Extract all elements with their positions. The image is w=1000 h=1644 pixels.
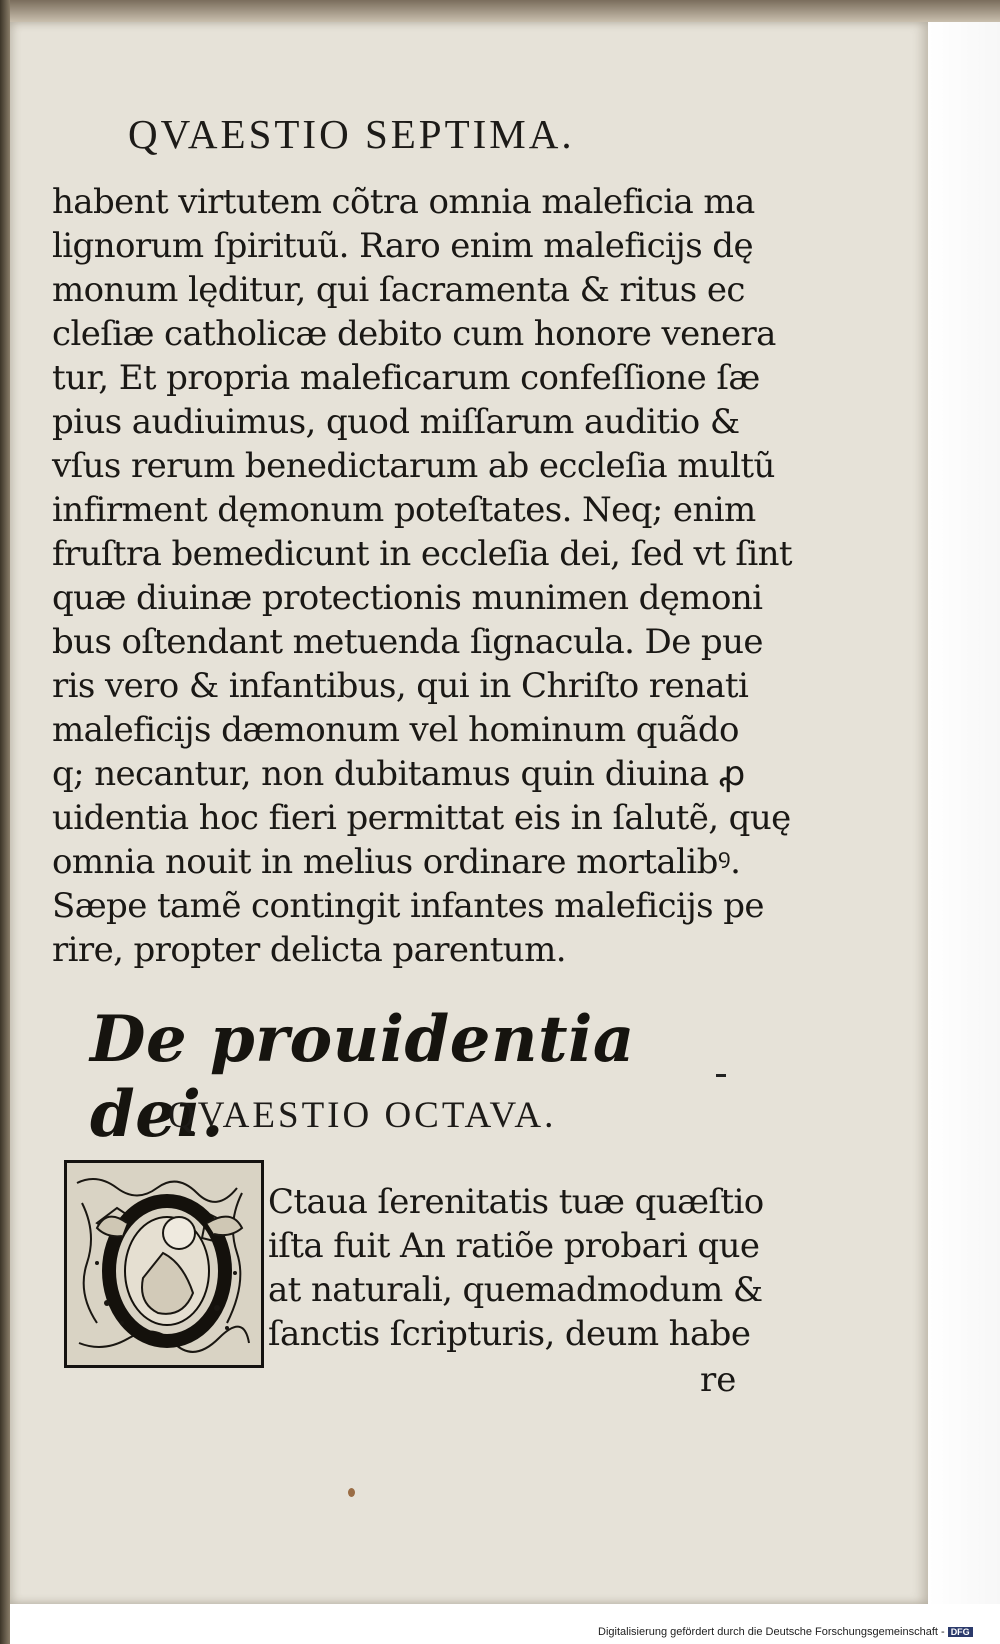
text-line: Sæpe tamẽ contingit infantes maleficijs pe bbox=[52, 886, 764, 926]
text-line: ris vero & infantibus, qui in Chriſto renati bbox=[52, 666, 749, 706]
text-line: quæ diuinæ protectionis munimen dęmoni bbox=[52, 578, 763, 618]
text-line: habent virtutem cõtra omnia maleficia ma bbox=[52, 182, 755, 222]
body-text bbox=[52, 180, 792, 972]
scan-background-top bbox=[0, 0, 1000, 22]
scan-margin-right bbox=[928, 22, 1000, 1604]
text-line: tur, Et propria maleficarum confeſſione ſæ bbox=[52, 358, 760, 398]
text-line: omnia nouit in melius ordinare mortalibꝰ. bbox=[52, 842, 741, 882]
text-line: infirment dęmonum poteſtates. Neq; enim bbox=[52, 490, 756, 530]
text-line: monum lęditur, qui ſacramenta & ritus ec bbox=[52, 270, 745, 310]
text-line: at naturali, quemadmodum & bbox=[268, 1270, 763, 1310]
digitization-footer bbox=[598, 1626, 973, 1638]
paper-stain bbox=[348, 1488, 355, 1497]
decorated-initial-o bbox=[64, 1160, 264, 1368]
text-line: fruſtra bemedicunt in eccleſia dei, ſed vt ſint bbox=[52, 534, 792, 574]
text-line: bus oſtendant metuenda ſignacula. De pue bbox=[52, 622, 763, 662]
text-line: q; necantur, non dubitamus quin diuina ꝓ bbox=[52, 754, 745, 794]
running-head: QVAESTIO SEPTIMA. bbox=[128, 111, 575, 157]
printer-mark bbox=[716, 1074, 726, 1077]
text-line: iſta fuit An ratiõe probari que bbox=[268, 1226, 760, 1266]
text-line: lignorum ſpirituũ. Raro enim maleficijs dę bbox=[52, 226, 753, 266]
text-line: ſanctis ſcripturis, deum habe bbox=[268, 1314, 751, 1354]
section-heading: De prouidentia dei. bbox=[90, 1002, 635, 1152]
dfg-logo: DFG bbox=[948, 1627, 973, 1637]
body-text-continued bbox=[268, 1180, 764, 1356]
text-line: pius audiuimus, quod miſſarum auditio & bbox=[52, 402, 740, 442]
text-line: cleſiæ catholicæ debito cum honore venera bbox=[52, 314, 776, 354]
woodcut-initial-icon bbox=[67, 1163, 261, 1365]
text-line: maleficijs dæmonum vel hominum quãdo bbox=[52, 710, 739, 750]
text-line: vſus rerum benedictarum ab eccleſia multũ bbox=[52, 446, 775, 486]
text-line: Ctaua ſerenitatis tuæ quæſtio bbox=[268, 1182, 764, 1222]
text-line: rire, propter delicta parentum. bbox=[52, 930, 566, 970]
book-spine-edge bbox=[0, 0, 10, 1644]
catchword: re bbox=[700, 1360, 737, 1400]
text-line: uidentia hoc fieri permittat eis in ſalutẽ, quę bbox=[52, 798, 791, 838]
footer-text: Digitalisierung gefördert durch die Deutsche Forschungsgemeinschaft - bbox=[598, 1626, 945, 1638]
question-heading: QVAESTIO OCTAVA. bbox=[168, 1095, 557, 1136]
